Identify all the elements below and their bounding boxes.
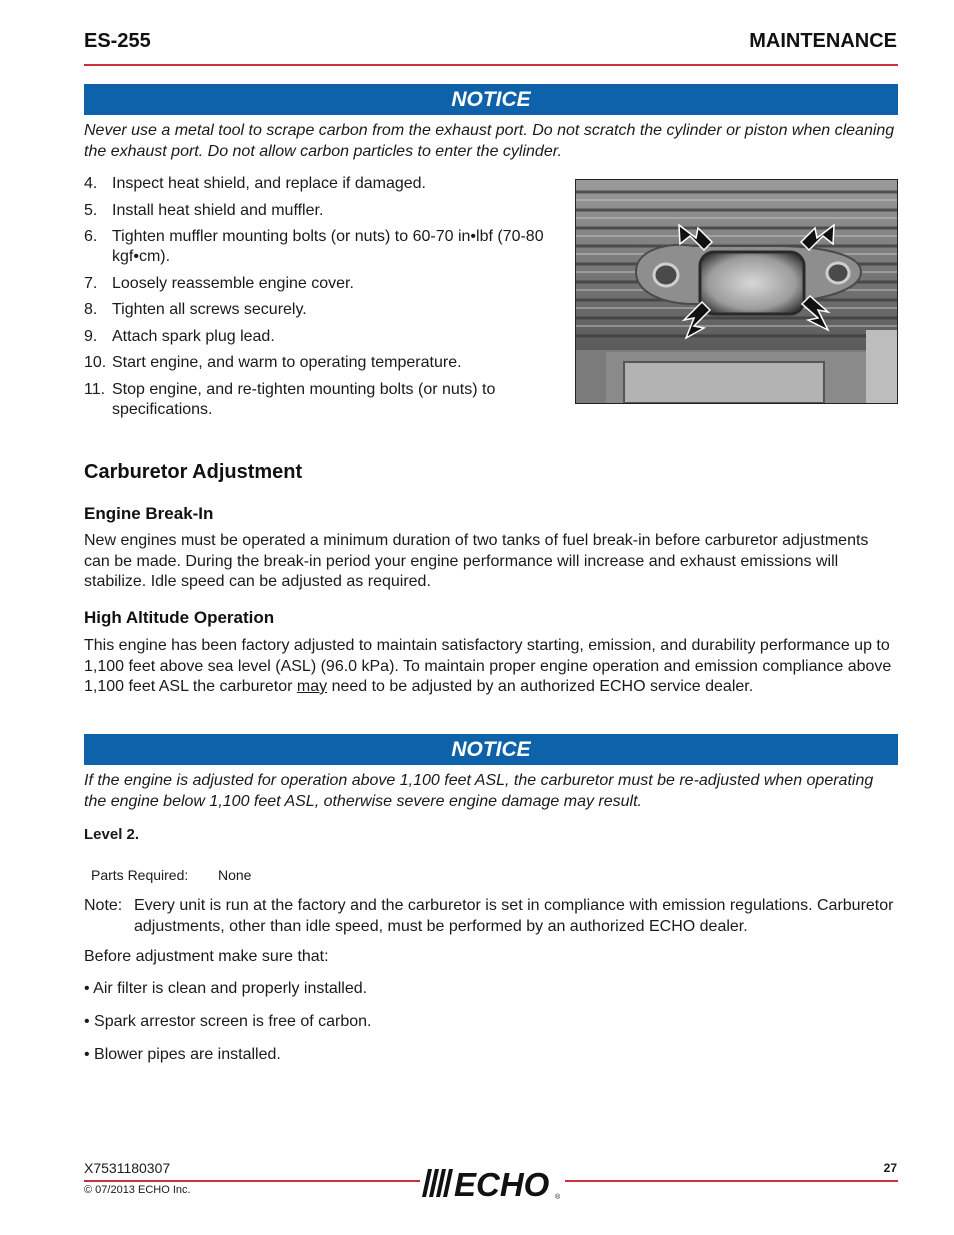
- copyright: © 07/2013 ECHO Inc.: [84, 1184, 191, 1196]
- emphasis-underline: may: [296, 678, 328, 695]
- section-heading: Carburetor Adjustment: [84, 461, 303, 483]
- steps-list: [84, 174, 544, 426]
- list-item: 8. Tighten all screws securely.: [84, 301, 307, 318]
- list-item: 5. Install heat shield and muffler.: [84, 201, 324, 219]
- note-block: [84, 896, 898, 937]
- subsection-heading: Engine Break-In: [84, 504, 214, 523]
- list-item: 11. Stop engine, and re-tighten mounting bolts (or nuts) to specifications.: [84, 380, 496, 418]
- exhaust-port-photo: [575, 179, 898, 404]
- breakin-paragraph: New engines must be operated a minimum duration of two tanks of fuel break-in before carburetor adjustments can be made. During the break-in period your engine performance will increase and exhaust emissions will stabilize. Idle speed can be adjusted as required.: [84, 532, 869, 590]
- list-item: 10. Start engine, and warm to operating temperature.: [84, 354, 462, 371]
- parts-label: Parts Required:: [91, 867, 189, 883]
- notice-banner: NOTICE: [84, 84, 898, 115]
- list-item: 4. Inspect heat shield, and replace if damaged.: [84, 175, 426, 192]
- list-item: 9. Attach spark plug lead.: [84, 327, 275, 345]
- list-item: 7. Loosely reassemble engine cover.: [84, 274, 354, 292]
- footer-rule: [565, 1180, 898, 1182]
- list-item: 6. Tighten muffler mounting bolts (or nuts) to 60-70 in•lbf (70-80 kgf•cm).: [84, 228, 544, 265]
- list-item: • Spark arrestor screen is free of carbon.: [84, 1013, 372, 1030]
- altitude-paragraph: This engine has been factory adjusted to maintain satisfactory starting, emission, and durability performance up to 1,100 feet above sea level (ASL) (96.0 kPa). To maintain proper engine operation and emission compliance above 1,100 feet ASL the carburetor may need to be adjusted by an authorized ECHO service dealer.: [84, 637, 892, 695]
- page-number: 27: [883, 1161, 897, 1175]
- svg-text:®: ®: [555, 1194, 561, 1201]
- notice-banner: NOTICE: [84, 734, 898, 765]
- footer-rule: [84, 1180, 420, 1182]
- part-number: X7531180307: [84, 1160, 171, 1176]
- level-label: Level 2.: [84, 826, 140, 843]
- header-rule: [84, 64, 898, 66]
- subsection-heading: High Altitude Operation: [84, 608, 275, 627]
- model-title: ES-255: [84, 30, 151, 52]
- exhaust-port-illustration: [576, 180, 897, 403]
- echo-logo: [420, 1165, 565, 1201]
- before-text: Before adjustment make sure that:: [84, 948, 329, 965]
- notice-text: Never use a metal tool to scrape carbon from the exhaust port. Do not scratch the cylinder or piston when cleaning the exhaust port. Do not allow carbon particles to enter the cylinder.: [84, 122, 895, 160]
- list-item: • Blower pipes are installed.: [84, 1046, 281, 1063]
- logo-wordmark: ECHO: [454, 1166, 550, 1201]
- section-title: MAINTENANCE: [749, 30, 897, 52]
- note-text: Every unit is run at the factory and the carburetor is set in compliance with emission regulations. Carburetor adjustments, other than idle speed, must be performed by an authorized ECHO dealer.: [134, 897, 894, 935]
- notice-text: If the engine is adjusted for operation above 1,100 feet ASL, the carburetor must be re-adjusted when operating the engine below 1,100 feet ASL, otherwise severe engine damage may result.: [84, 772, 874, 810]
- note-label: Note:: [84, 897, 123, 914]
- list-item: • Air filter is clean and properly installed.: [84, 980, 368, 997]
- parts-value: None: [218, 867, 252, 883]
